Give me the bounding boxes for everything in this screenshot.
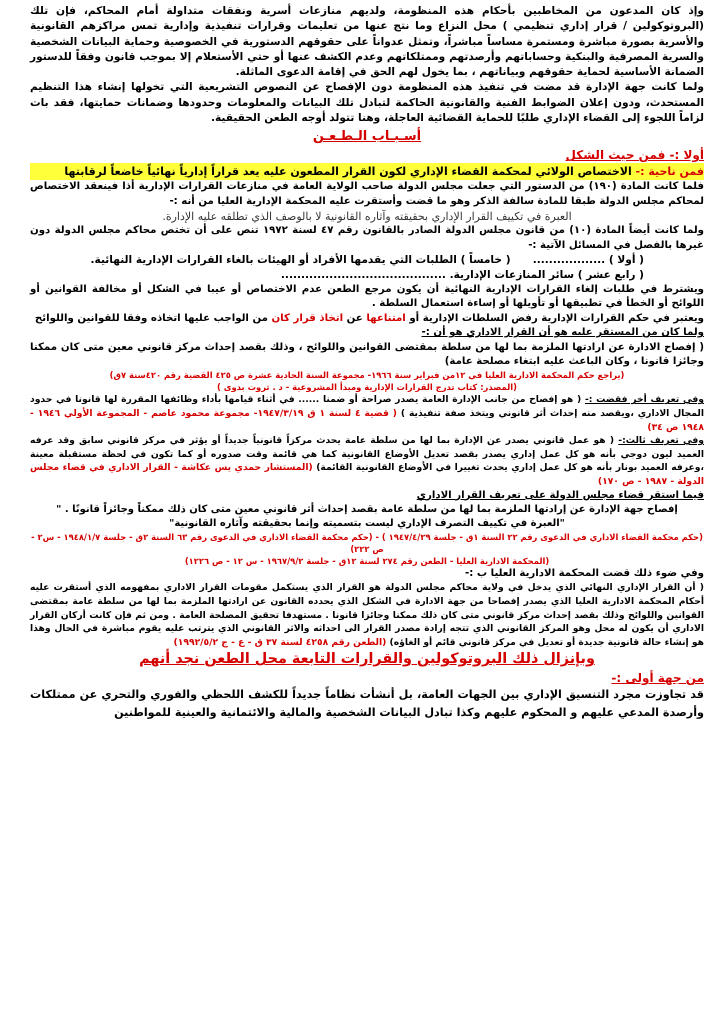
third-definition-label: وفي تعريف ثالث:- xyxy=(618,435,704,447)
list-item-fourteenth: ( رابع عشر ) سائر المنازعات الإدارية. ......................................... xyxy=(280,269,644,281)
third-definition xyxy=(30,434,704,488)
rule-text-b: عن xyxy=(343,312,367,324)
reference-1: (يراجع حكم المحكمة الادارية العليا في ١٢من فبراير سنة ١٩٦٦- مجموعة السنة الحادية عشرة ص ٤٢٥ القضية رقم ٤٢٠سنة ٧ق) xyxy=(109,370,625,381)
rule-refusal: امتناعها xyxy=(366,312,406,324)
jurisdiction-text: الاختصاص الولائي لمحكمة القضاء الإداري لكون القرار المطعون عليه يعد قراراً إدارياً نهائياً خاضعاً لرقابتها xyxy=(64,165,632,179)
quote-disclosure: إفصاح جهة الإدارة عن إرادتها الملزمة بما لها من سلطة عامة بقصد إحداث أثر قانوني معين متى كان ذلك ممكناً وجائزاً قانونًا . " xyxy=(56,504,678,515)
quote-administrative-decision: العبرة في تكييف القرار الإداري بحقيقته وآثاره القانونية لا بالوصف الذي تطلقه عليه الإدارة. xyxy=(162,210,572,224)
list-line-1 xyxy=(30,253,704,268)
in-light-paragraph: وفي ضوء ذلك قضت المحكمة الادارية العليا ب :- xyxy=(465,568,704,579)
article-190-paragraph: فلما كانت المادة (١٩٠) من الدستور التي جعلت مجلس الدولة صاحب الولاية العامة في منازعات القرارات الإدارية أذا فينعقد الاختصاص لمحاكم مجلس الدولة طبقا للمادة سالفة الذكر وهو ما قضت وأستقرت عليه المحكمة الإدارية العليا من أنه :- xyxy=(30,181,704,207)
list-item-fifth: ( خامساً ) الطلبات التي يقدمها الأفراد أو الهيئات بالغاء القرارات الإدارية النهائية. xyxy=(90,254,511,266)
reasons-heading: أسـبـاب الـطـعـن xyxy=(312,129,422,145)
another-definition-label: وفي تعريف أخر فقضت :- xyxy=(584,394,704,406)
final-definition-ref: (الطعن رقم ٤٢٥٨ لسنة ٣٧ ق - ع - ج ١٩٩٢/٥/٢) xyxy=(173,636,387,648)
list-item-first: ( أولا ) .................. xyxy=(532,254,644,266)
rule-text-a: ويعتبر في حكم القرارات الإدارية رفض السلطات الإدارية أو xyxy=(405,312,704,324)
jurisdiction-label: فمن ناحية :- xyxy=(631,165,704,179)
reference-4: (المحكمة الادارية العليا - الطعن رقم ٢٧٤ لسنة ١٢ق - جلسة ١٩٦٧/٩/٢ - س ١٢ - ص ١٢٢٦) xyxy=(184,556,550,566)
another-definition-ref: ( قضية ٤ لسنة ١ ق ١٩٤٧/٣/١٩- مجموعة محمود عاصم - المجموعة الأولي ١٩٤٦ - ١٩٤٨ ص ٣٤) xyxy=(30,408,704,433)
application-heading: وبإنزال ذلك البروتوكولين والقرارات التابعة محل الطعن نجد أنهم xyxy=(139,651,595,668)
closing-paragraph: قد تجاوزت مجرد التنسيق الإداري بين الجهات العامة، بل أنشأت نظاماً جديداً للكشف اللحظي والفوري والتحري عن ممتلكات وأرصدة المدعي عليهم و المحكوم عليهم وكذا تبادل البيانات الشخصية والمالية والائتمانية والعينية للمواطنين xyxy=(30,688,704,720)
settled-paragraph: ولما كان من المستقر عليه هو أن القرار الاداري هو أن :- xyxy=(421,327,704,339)
rule-text-c: من الواجب عليها اتخاذه وفقا للقوانين واللوائح xyxy=(34,312,272,324)
definition-paragraph: ( إفصاح الادارة عن ارادتها الملزمة بما لها من سلطة بمقتضى القوانين واللوائح ، وذلك بقصد إحداث مركز قانوني معين متى كان ممكنا وجائزا قانونا ، وكان الباعث عليه ابتغاء مصلحة عامة) xyxy=(30,341,704,368)
first-aspect-heading: من جهة أولى :- xyxy=(611,671,704,686)
intro-section xyxy=(30,4,704,126)
third-definition-text: ( هو عمل قانوني يصدر عن الإدارة بما لها من سلطة عامة يحدث مركزاً قانونياً جديداً أو يؤثر في مركز قانوني سابق وقد عرفه العميد ليون دوجي بأنه هو كل عمل إداري يصدر بقصد تعديل الأوضاع القانونية كما هي قائمة وقت صدوره أو كما تكون في لحظة مستقبلة معينة ،وعرفه العميد بونار بأنه هو كل عمل إداري يحدث تغييرا في الأوضاع القانونية القائمة) xyxy=(30,435,704,474)
another-definition xyxy=(30,393,704,434)
reference-2: (المصدر: كتاب تدرج القرارات الإدارية ومبدأ المشروعية - د . ثروت بدوى ) xyxy=(217,382,517,393)
rule-paragraph xyxy=(30,312,704,326)
reference-3: (حكم محكمة القضاء الاداري في الدعوى رقم ٢٢ السنة ١ق - جلسة ١٩٤٧/٤/٢٩ ) - (حكم محكمة القضاء الاداري في الدعوى رقم ٦٣ السنة ٢ق - جلسة ١٩٤٨/١/٧ - س٢ - ص ٢٢٢) xyxy=(31,532,703,554)
jurisdiction-highlight xyxy=(30,163,704,180)
quote-characterization: "العبرة في تكييف التصرف الإداري ليست بتسميته وإنما بحقيقته وآثاره القانونية" xyxy=(169,518,565,529)
third-definition-ref: (المستشار حمدي يس عكاشة - القرار الاداري في قضاء مجلس الدولة - ١٩٨٧ - ص ١٧٠) xyxy=(30,462,704,487)
article-10-paragraph: ولما كانت أيضاً المادة (١٠) من قانون مجلس الدولة الصادر بالقانون رقم ٤٧ لسنة ١٩٧٢ تنص على أن تختص محاكم مجلس الدولة دون غيرها بالفصل في المسائل الآتية :- xyxy=(30,225,704,251)
intro-paragraph-1: وإذ كان المدعون من المخاطبين بأحكام هذه المنظومة، ولديهم منازعات أسرية ونفقات متداولة أمام المحاكم، فإن تلك (البروتوكولين / قرار إداري تنظيمي ) محل النزاع وما نتج عنها من تعليمات وقرارات تنفيذية وإدارية تمس مراكزهم القانونية والأسرية بصورة مباشرة ومستمرة مساساً مباشراً، وتمثل عدواناً على حقوقهم الدستورية في الخصوصية وحماية البيانات الشخصية والسرية المصرفية والبنكية وحساباتهم وأرصدتهم وممتلكاتهم وعدم الكشف عنها أو حتي الأستعلام إلا بموجب قانون وفقاً للدستور الضمانة الأساسية لحماية حقوقهم وبياناتهم ، بما يخول لهم الحق في إقامة الدعوى الماثلة. xyxy=(30,5,704,79)
document-page xyxy=(20,0,714,1001)
settled-heading: فيما استقر قضاء مجلس الدولة على تعريف القرار الاداري xyxy=(416,489,704,501)
final-definition-text: ( أن القرار الإداري النهائي الذي يدخل في ولاية محاكم مجلس الدولة هو القرار الذي يستكمل مقومات القرار الاداري بمفهومه الذي أستقرت عليه أحكام المحكمة الادارية العليا الذي يصدر إفصاحا من جهة الادارة في الشكل الذي يحدده القانون عن ارادتها الملزمة بما لها من سلطة عامة بمقتضى القوانين واللوائح وذلك بقصد إحداث مركز قانوني متى كان ذلك ممكنا وجائزا قانونا . مستهدفا تحقيق المصلحة العامة . ومن ثم فإن كانت أركان القرار الاداري أن يكون له محل وهو المركز القانوني الذي تتجه إرادة مصدر القرار الى احداثه والاثر القانوني الذي يترتب عليه يقوم مباشرة في الحال وهذا هو إنشاء حالة قانونية جديدة أو تعديل في مركز قانوني قائم أو الغاؤه) xyxy=(30,582,704,648)
form-section-heading: أولا :- فمن حيث الشكل xyxy=(565,148,704,163)
conditions-paragraph: ويشترط في طلبات إلغاء القرارات الإدارية النهائية أن يكون مرجع الطعن عدم الاختصاص أو عيبا في الشكل أو مخالفة القوانين أو اللوائح أو الخطأ في تطبيقها أو تأويلها أو إساءة استعمال السلطة . xyxy=(30,284,704,310)
intro-paragraph-2: ولما كانت جهة الإدارة قد مضت في تنفيذ هذه المنظومة دون الإفصاح عن النصوص التشريعية التي تخولها إنشاء هذا التنظيم المستحدث، ودون إعلان الضوابط الفنية والقانونية الحاكمة لتبادل تلك البيانات والمعلومات وحدودها وضمانات حمايتها، فقد بات لزاماً اللجوء إلى القضاء الإداري طلبًا للحماية القضائية العاجلة، وهنا تتولد أوجه الطعن الحقيقية. xyxy=(30,81,704,125)
rule-decision: اتخاذ قرار كان xyxy=(271,312,344,324)
final-definition xyxy=(30,581,704,649)
another-definition-text: ( هو إفصاح من جانب الإدارة العامة يصدر صراحة أو ضمنا ...... في أثناء قيامها بأداء وظائفها المقررة لها قانونا في حدود المجال الاداري ،ويقصد منه إحداث أثر قانوني ويتخذ صفة تنفيذية ) xyxy=(30,394,705,420)
